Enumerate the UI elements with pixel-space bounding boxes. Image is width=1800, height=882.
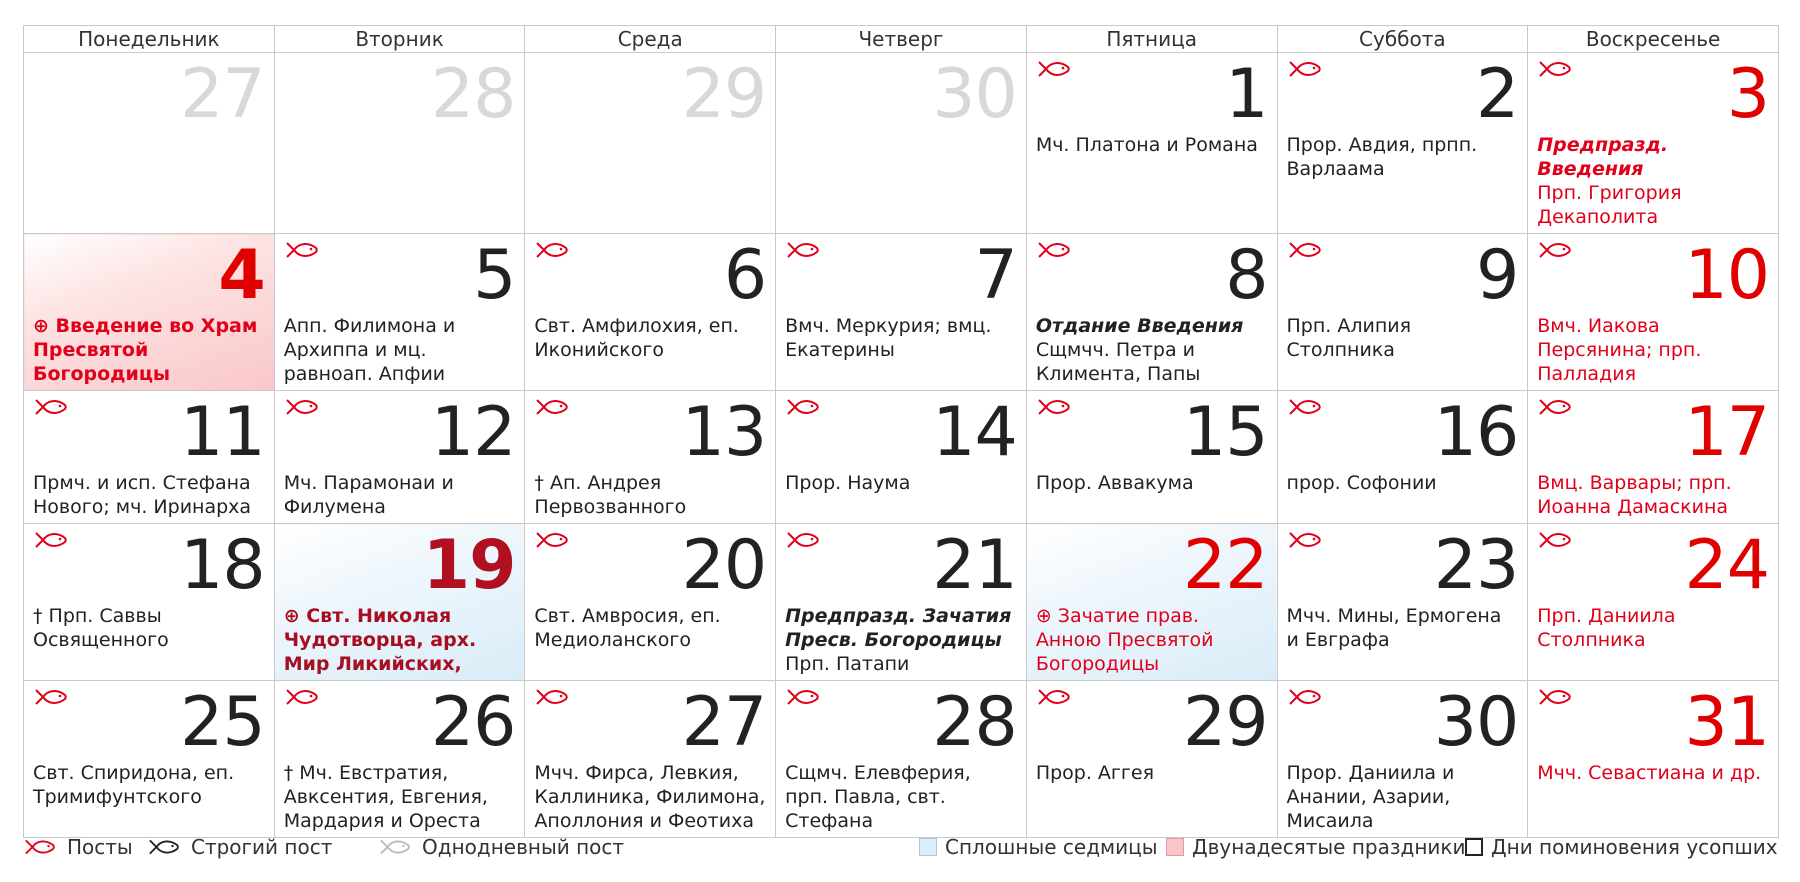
day-number: 6 — [723, 236, 767, 315]
day-number: 4 — [218, 236, 265, 315]
legend-label-fasts: Посты — [67, 835, 133, 859]
fish-icon — [534, 687, 570, 707]
day-number: 11 — [180, 393, 265, 472]
legend-item-remembrance — [1465, 832, 1778, 862]
saint-commemoration: ⊕ Зачатие прав. Анною Пресвятой Богородицы — [1035, 605, 1214, 675]
saint-commemoration: Прп. Даниила Столпника — [1537, 605, 1676, 651]
day-cell[interactable] — [525, 524, 776, 681]
day-number: 10 — [1684, 236, 1769, 315]
calendar-week-row — [24, 681, 1779, 838]
day-cell[interactable] — [274, 234, 525, 391]
saint-commemoration: Прор. Даниила и Анании, Азарии, Мисаила — [1286, 762, 1455, 832]
saint-commemoration: † Ап. Андрея Первозванного — [534, 472, 687, 518]
day-cell[interactable] — [1277, 524, 1528, 681]
fish-icon — [1287, 687, 1323, 707]
saint-commemoration: Предпразд. Введения — [1537, 134, 1669, 180]
day-number: 15 — [1182, 393, 1268, 472]
legend-item-solid-weeks — [919, 832, 1158, 862]
day-cell[interactable] — [274, 53, 525, 234]
day-number: 24 — [1684, 526, 1769, 605]
saint-commemoration: Предпразд. Зачатия Пресв. Богородицы — [785, 605, 1012, 651]
saint-commemoration: Вмц. Варвары; прп. Иоанна Дамаскина — [1537, 472, 1732, 518]
calendar-week-row — [24, 53, 1779, 234]
calendar-week-row — [24, 234, 1779, 391]
saint-commemoration: ⊕ Свт. Николая Чудотворца, арх. Мир Ликийских, — [283, 605, 477, 675]
day-number: 16 — [1433, 393, 1519, 472]
day-cell[interactable] — [525, 234, 776, 391]
fish-icon — [33, 530, 69, 550]
fish-icon — [1537, 397, 1573, 417]
day-number: 14 — [932, 393, 1017, 472]
day-cell[interactable] — [525, 53, 776, 234]
day-cell[interactable] — [1026, 524, 1277, 681]
saint-commemoration: Прмч. и исп. Стефана Нового; мч. Иринарха — [33, 472, 252, 518]
fish-icon — [1537, 59, 1573, 79]
fish-icon — [1036, 397, 1072, 417]
day-cell[interactable] — [776, 234, 1027, 391]
fish-icon — [534, 240, 570, 260]
fish-icon — [284, 397, 320, 417]
legend-item-fasts — [23, 832, 133, 862]
day-number: 13 — [681, 393, 767, 472]
day-number: 30 — [1433, 683, 1519, 762]
saint-commemoration: ⊕ Введение во Храм Пресвятой Богородицы — [33, 315, 258, 385]
remembrance-swatch — [1465, 838, 1483, 856]
fish-icon — [1287, 59, 1323, 79]
fish-icon — [1287, 397, 1323, 417]
saint-commemoration: Вмч. Меркурия; вмц. Екатерины — [785, 315, 992, 361]
day-number: 29 — [681, 55, 767, 134]
fish-icon — [534, 397, 570, 417]
fish-icon — [1537, 240, 1573, 260]
day-cell[interactable] — [1528, 53, 1779, 234]
weekday-thursday: Четверг — [776, 26, 1027, 53]
day-cell[interactable] — [24, 681, 275, 838]
day-number: 21 — [932, 526, 1017, 605]
day-number: 27 — [681, 683, 767, 762]
legend-label-remembrance: Дни поминовения усопших — [1491, 835, 1778, 859]
day-cell[interactable] — [1528, 234, 1779, 391]
solid-weeks-swatch — [919, 838, 937, 856]
day-cell[interactable] — [24, 53, 275, 234]
saint-commemoration: † Прп. Саввы Освященного — [33, 605, 169, 651]
saint-commemoration: Прор. Аггея — [1035, 762, 1155, 784]
saint-commemoration: Свт. Амвросия, еп. Медиоланского — [534, 605, 721, 651]
day-cell[interactable] — [24, 391, 275, 524]
day-number: 29 — [1182, 683, 1268, 762]
day-number: 26 — [430, 683, 516, 762]
saint-commemoration: прор. Софонии — [1286, 472, 1437, 494]
day-cell[interactable] — [1528, 391, 1779, 524]
fish-icon — [1287, 240, 1323, 260]
day-cell[interactable] — [24, 234, 275, 391]
weekday-saturday: Суббота — [1277, 26, 1528, 53]
saint-commemoration: Вмч. Иакова Персянина; прп. Палладия — [1537, 315, 1702, 385]
day-cell[interactable] — [776, 391, 1027, 524]
fish-icon — [33, 687, 69, 707]
day-number: 12 — [430, 393, 516, 472]
fish-icon — [534, 530, 570, 550]
day-cell[interactable] — [776, 524, 1027, 681]
day-number: 30 — [932, 55, 1017, 134]
day-cell[interactable] — [1026, 391, 1277, 524]
legend-label-solid-weeks: Сплошные седмицы — [945, 835, 1158, 859]
day-number: 3 — [1726, 55, 1769, 134]
day-number: 2 — [1475, 55, 1519, 134]
saint-commemoration: Сщмчч. Петра и Климента, Папы — [1035, 339, 1201, 385]
day-cell[interactable] — [1277, 391, 1528, 524]
day-number: 19 — [422, 526, 516, 605]
saint-commemoration: Апп. Филимона и Архиппа и мц. равноап. Апфии — [283, 315, 456, 385]
twelve-feasts-swatch — [1166, 838, 1184, 856]
fish-icon — [33, 397, 69, 417]
saint-commemoration: Мчч. Фирса, Левкия, Каллиника, Филимона, Аполлония и Феотиха — [534, 762, 766, 832]
saint-commemoration: Прор. Наума — [785, 472, 911, 494]
legend — [23, 832, 1779, 862]
day-cell[interactable] — [1277, 234, 1528, 391]
fish-icon — [147, 837, 181, 857]
saint-commemoration: Мч. Платона и Романа — [1035, 134, 1258, 156]
legend-item-strict-fast — [147, 832, 332, 862]
fish-icon — [1537, 687, 1573, 707]
day-number: 22 — [1182, 526, 1268, 605]
day-number: 7 — [974, 236, 1017, 315]
saint-commemoration: Прор. Авдия, прпп. Варлаама — [1286, 134, 1478, 180]
day-number: 28 — [932, 683, 1017, 762]
saint-commemoration: Прп. Григория Декаполита — [1537, 182, 1682, 228]
day-number: 8 — [1225, 236, 1268, 315]
weekday-monday: Понедельник — [24, 26, 275, 53]
fish-icon — [378, 837, 412, 857]
saint-commemoration: Мчч. Мины, Ермогена и Евграфа — [1286, 605, 1502, 651]
day-cell[interactable] — [1026, 234, 1277, 391]
calendar-week-row — [24, 391, 1779, 524]
day-number: 9 — [1475, 236, 1519, 315]
fish-icon — [785, 240, 821, 260]
saint-commemoration: Прп. Патапи — [785, 653, 910, 675]
day-cell[interactable] — [525, 391, 776, 524]
legend-label-one-day-fast: Однодневный пост — [422, 835, 625, 859]
day-number: 17 — [1684, 393, 1769, 472]
day-cell[interactable] — [776, 681, 1027, 838]
saint-commemoration: Мч. Парамонаи и Филумена — [283, 472, 454, 518]
day-number: 5 — [473, 236, 516, 315]
day-cell[interactable] — [1528, 681, 1779, 838]
weekday-friday: Пятница — [1026, 26, 1277, 53]
calendar-grid — [23, 25, 1779, 838]
fish-icon — [785, 397, 821, 417]
day-cell[interactable] — [776, 53, 1027, 234]
fish-icon — [284, 240, 320, 260]
fish-icon — [23, 837, 57, 857]
saint-commemoration: Прор. Аввакума — [1035, 472, 1194, 494]
saint-commemoration: Свт. Спиридона, еп. Тримифунтского — [33, 762, 235, 808]
day-cell[interactable] — [274, 681, 525, 838]
day-number: 23 — [1433, 526, 1519, 605]
saint-commemoration: Прп. Алипия Столпника — [1286, 315, 1412, 361]
day-cell[interactable] — [274, 391, 525, 524]
saint-commemoration: Мчч. Севастиана и др. — [1537, 762, 1762, 784]
fish-icon — [1036, 59, 1072, 79]
day-cell[interactable] — [274, 524, 525, 681]
day-cell[interactable] — [1277, 681, 1528, 838]
day-cell[interactable] — [1528, 524, 1779, 681]
fish-icon — [1537, 530, 1573, 550]
legend-item-one-day-fast — [378, 832, 624, 862]
legend-label-strict-fast: Строгий пост — [191, 835, 333, 859]
day-number: 28 — [430, 55, 516, 134]
day-number: 20 — [681, 526, 767, 605]
weekday-header-row — [24, 26, 1779, 53]
fish-icon — [284, 687, 320, 707]
fish-icon — [1036, 240, 1072, 260]
day-number: 1 — [1225, 55, 1268, 134]
day-number: 27 — [180, 55, 265, 134]
day-cell[interactable] — [1026, 681, 1277, 838]
legend-item-twelve-feasts — [1166, 832, 1466, 862]
weekday-wednesday: Среда — [525, 26, 776, 53]
fish-icon — [785, 687, 821, 707]
day-cell[interactable] — [1026, 53, 1277, 234]
day-cell[interactable] — [1277, 53, 1528, 234]
weekday-sunday: Воскресенье — [1528, 26, 1779, 53]
legend-label-twelve-feasts: Двунадесятые праздники — [1192, 835, 1466, 859]
saint-commemoration: Отдание Введения — [1035, 315, 1244, 337]
day-number: 18 — [180, 526, 265, 605]
fish-icon — [1287, 530, 1323, 550]
fish-icon — [1036, 687, 1072, 707]
day-cell[interactable] — [24, 524, 275, 681]
calendar-week-row — [24, 524, 1779, 681]
saint-commemoration: † Мч. Евстратия, Авксентия, Евгения, Мардария и Ореста — [283, 762, 488, 832]
weekday-tuesday: Вторник — [274, 26, 525, 53]
day-number: 31 — [1684, 683, 1769, 762]
saint-commemoration: Сщмч. Елевферия, прп. Павла, свт. Стефана — [785, 762, 971, 832]
day-cell[interactable] — [525, 681, 776, 838]
day-number: 25 — [180, 683, 265, 762]
saint-commemoration: Свт. Амфилохия, еп. Иконийского — [534, 315, 739, 361]
fish-icon — [785, 530, 821, 550]
